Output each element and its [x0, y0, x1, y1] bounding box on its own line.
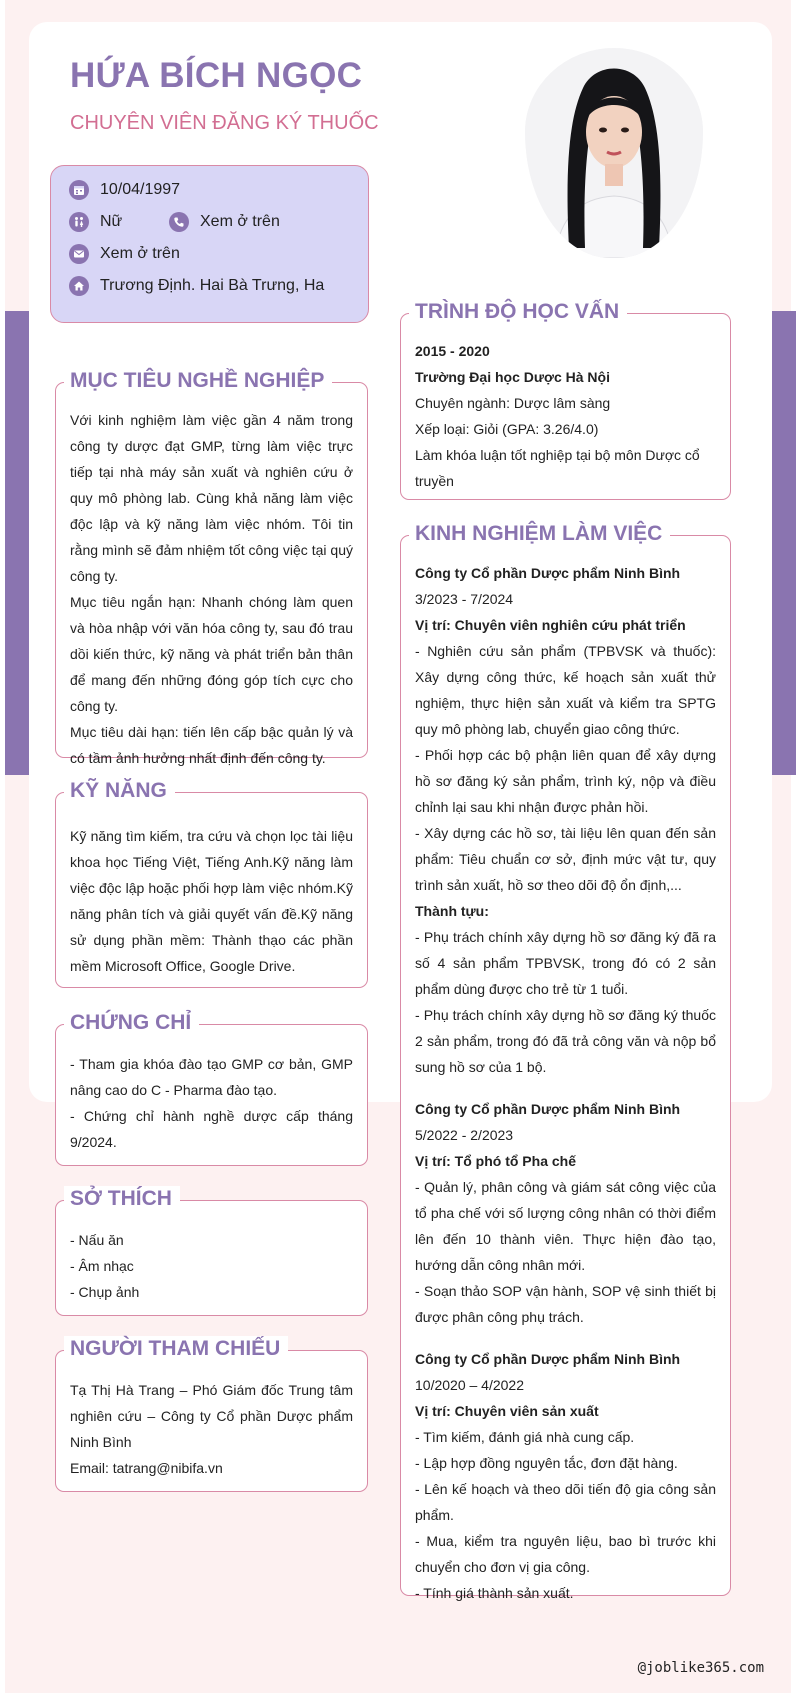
- job-duty: - Phối hợp các bộ phận liên quan để xây dựng hồ sơ đăng ký sản phẩm, trình ký, nộp và điều chỉnh lại sau khi nhận được phản hồi.: [415, 747, 716, 815]
- job-duty: - Xây dựng các hồ sơ, tài liệu lên quan đến sản phẩm: Tiêu chuẩn cơ sở, định mức vật tư, quy trình sản xuất, hồ sơ theo dõi độ ổn định,...: [415, 825, 716, 893]
- objective-body: [70, 407, 353, 771]
- contact-info-box: [50, 165, 369, 323]
- gender-icon: [69, 212, 89, 232]
- certificates-title: CHỨNG CHỈ: [64, 1010, 199, 1036]
- certificate-item: - Tham gia khóa đào tạo GMP cơ bản, GMP nâng cao do C - Pharma đào tạo.: [70, 1056, 353, 1098]
- skills-text: Kỹ năng tìm kiếm, tra cứu và chọn lọc tài liệu khoa học Tiếng Việt, Tiếng Anh.Kỹ năng làm việc độc lập hoặc phối hợp làm việc nhóm.Kỹ năng phân tích và giải quyết vấn đề.Kỹ năng sử dụng phần mềm: Thành thạo các phần mềm Microsoft Office, Google Drive.: [70, 828, 353, 974]
- job-duty: - Lên kế hoạch và theo dõi tiến độ gia công sản phẩm.: [415, 1481, 716, 1523]
- objective-section: [55, 369, 368, 766]
- objective-title: MỤC TIÊU NGHỀ NGHIỆP: [64, 368, 332, 394]
- job-duty: - Soạn thảo SOP vận hành, SOP vệ sinh thiết bị được phân công phụ trách.: [415, 1283, 716, 1325]
- phone-icon: [169, 212, 189, 232]
- calendar-icon: [69, 180, 89, 200]
- left-accent-band: [5, 311, 29, 775]
- skills-title: KỸ NĂNG: [64, 778, 175, 804]
- gender-value: Nữ: [100, 213, 123, 230]
- references-title: NGƯỜI THAM CHIẾU: [64, 1336, 288, 1362]
- certificates-section: [55, 1011, 368, 1166]
- address-row: [69, 276, 324, 296]
- job-position: Vị trí: Chuyên viên sản xuất: [415, 1403, 599, 1419]
- certificates-body: [70, 1051, 353, 1155]
- birthday-value: 10/04/1997: [100, 181, 181, 198]
- education-thesis: Làm khóa luận tốt nghiệp tại bộ môn Dược cổ truyền: [415, 447, 700, 489]
- email-value: Xem ở trên: [100, 245, 180, 262]
- job-achievement: - Phụ trách chính xây dựng hồ sơ đăng ký đã ra số 4 sản phẩm TPBVSK, trong đó có 2 sản phẩm dùng được cho trẻ từ 1 tuổi.: [415, 929, 716, 997]
- education-body: [415, 338, 716, 494]
- hobby-item: - Âm nhạc: [70, 1258, 134, 1274]
- job-duty: - Mua, kiểm tra nguyên liệu, bao bì trước khi chuyển cho đơn vị gia công.: [415, 1533, 716, 1575]
- job-period: 10/2020 – 4/2022: [415, 1377, 524, 1393]
- right-accent-band: [772, 311, 796, 775]
- job-company: Công ty Cổ phần Dược phẩm Ninh Bình: [415, 1351, 681, 1367]
- job-company: Công ty Cổ phần Dược phẩm Ninh Bình: [415, 1101, 681, 1117]
- certificate-item: - Chứng chỉ hành nghề dược cấp tháng 9/2024.: [70, 1108, 353, 1150]
- job-duty: - Tìm kiếm, đánh giá nhà cung cấp.: [415, 1429, 635, 1445]
- job-duty: - Quản lý, phân công và giám sát công việc của tổ pha chế với số lượng công nhân có thời điểm lên đến 10 thành viên. Thực hiện đào tạo, hướng dẫn công nhân mới.: [415, 1179, 716, 1273]
- job-company: Công ty Cổ phần Dược phẩm Ninh Bình: [415, 565, 681, 581]
- gender-row: [69, 212, 122, 232]
- education-major: Chuyên ngành: Dược lâm sàng: [415, 395, 611, 411]
- job-period: 5/2022 - 2/2023: [415, 1127, 514, 1143]
- job-duty: - Lập hợp đồng nguyên tắc, đơn đặt hàng.: [415, 1455, 678, 1471]
- education-grade: Xếp loại: Giỏi (GPA: 3.26/4.0): [415, 421, 599, 437]
- job-achievement: - Phụ trách chính xây dựng hồ sơ đăng ký thuốc 2 sản phẩm, trong đó đã trả công văn và nộp bổ sung hồ sơ của 1 bộ.: [415, 1007, 716, 1075]
- experience-title: KINH NGHIỆM LÀM VIỆC: [409, 521, 670, 547]
- address-value: Trương Định. Hai Bà Trưng, Ha: [100, 277, 325, 294]
- references-section: [55, 1337, 368, 1492]
- education-school: Trường Đại học Dược Hà Nội: [415, 369, 610, 385]
- objective-short-term: Mục tiêu ngắn hạn: Nhanh chóng làm quen và hòa nhập với văn hóa công ty, sau đó trau dồi kiến thức, kỹ năng và phát triển bản thân để mang đến những đóng góp tích cực cho công ty.: [70, 594, 353, 714]
- hobbies-body: [70, 1227, 353, 1305]
- hobby-item: - Chụp ảnh: [70, 1284, 140, 1300]
- objective-paragraph: Với kinh nghiệm làm việc gần 4 năm trong công ty dược đạt GMP, từng làm việc trực tiếp tại nhà máy sản xuất và nghiên cứu ở quy mô phòng lab. Cùng khả năng làm việc độc lập và kỹ năng làm việc nhóm. Tôi tin rằng mình sẽ đảm nhiệm tốt công việc tại quý công ty.: [70, 412, 353, 584]
- education-section: [400, 300, 731, 500]
- experience-section: [400, 522, 731, 1601]
- home-icon: [69, 276, 89, 296]
- education-period: 2015 - 2020: [415, 343, 490, 359]
- experience-body: [415, 560, 716, 1606]
- hobbies-section: [55, 1187, 368, 1316]
- job-achievements-label: Thành tựu:: [415, 903, 489, 919]
- job-period: 3/2023 - 7/2024: [415, 591, 514, 607]
- candidate-name: HỨA BÍCH NGỌC: [70, 56, 363, 95]
- hobbies-title: SỞ THÍCH: [64, 1186, 180, 1212]
- objective-long-term: Mục tiêu dài hạn: tiến lên cấp bậc quản lý và có tầm ảnh hưởng nhất định đến công ty.: [70, 724, 353, 766]
- phone-row: [169, 212, 280, 232]
- watermark: @joblike365.com: [637, 1660, 764, 1676]
- email-row: [69, 244, 180, 264]
- birthday-row: [69, 180, 180, 200]
- hobby-item: - Nấu ăn: [70, 1232, 124, 1248]
- skills-body: [70, 823, 353, 979]
- job-title: CHUYÊN VIÊN ĐĂNG KÝ THUỐC: [70, 112, 379, 134]
- job-position: Vị trí: Chuyên viên nghiên cứu phát triển: [415, 617, 686, 633]
- job-position: Vị trí: Tổ phó tổ Pha chế: [415, 1153, 576, 1169]
- job-duty: - Tính giá thành sản xuất.: [415, 1585, 574, 1601]
- education-title: TRÌNH ĐỘ HỌC VẤN: [409, 299, 627, 325]
- reference-person: Tạ Thị Hà Trang – Phó Giám đốc Trung tâm nghiên cứu – Công ty Cổ phần Dược phẩm Ninh Bình: [70, 1382, 353, 1450]
- reference-email: Email: tatrang@nibifa.vn: [70, 1460, 223, 1476]
- job-duty: - Nghiên cứu sản phẩm (TPBVSK và thuốc): Xây dựng công thức, kế hoạch sản xuất thử nghiệm, thực hiện sản xuất và kiểm tra SPTG quy mô phòng lab, chuyển giao công thức.: [415, 643, 716, 737]
- phone-value: Xem ở trên: [200, 213, 280, 230]
- references-body: [70, 1377, 353, 1481]
- skills-section: [55, 779, 368, 988]
- email-icon: [69, 244, 89, 264]
